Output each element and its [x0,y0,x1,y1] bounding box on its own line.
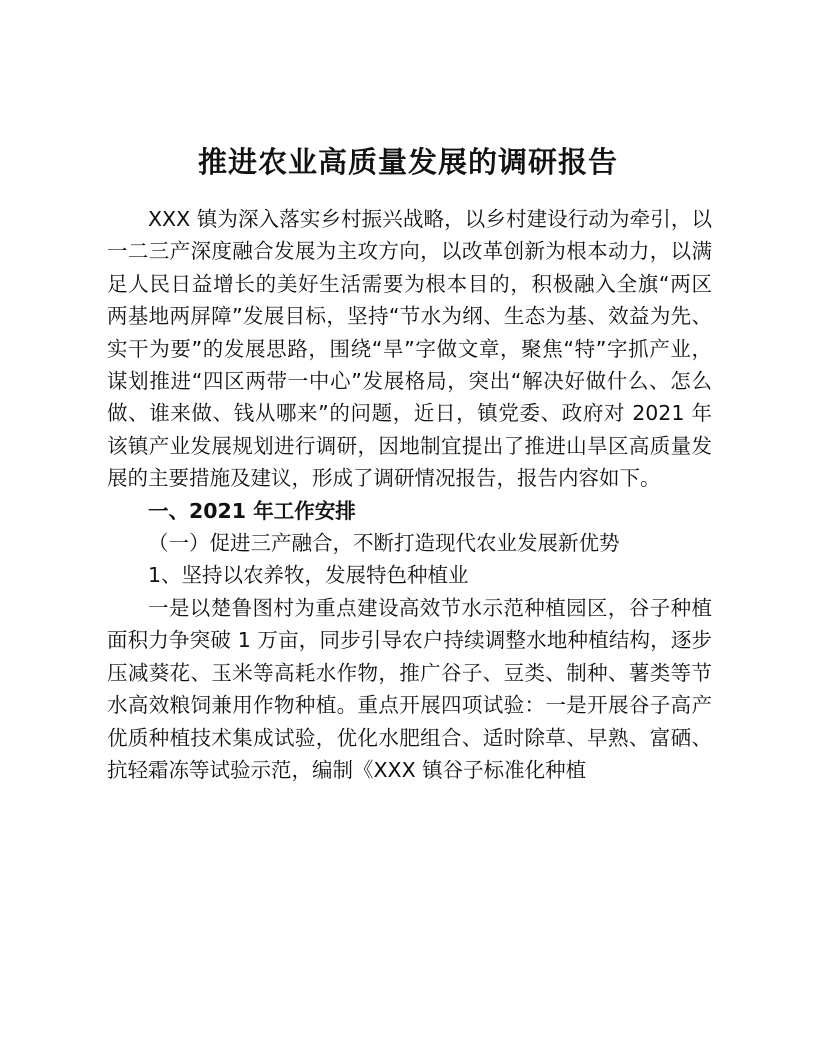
document-body [107,203,712,786]
sub-subsection-heading: 1、坚持以农养牧，发展特色种植业 [148,563,469,588]
subsection-heading: （一）促进三产融合，不断打造现代农业发展新优势 [148,531,620,556]
document-title: 推进农业高质量发展的调研报告 [197,145,618,179]
section-heading: 一、2021 年工作安排 [148,498,356,523]
intro-paragraph: XXX 镇为深入落实乡村振兴战略，以乡村建设行动为牵引，以一二三产深度融合发展为主攻方向，以改革创新为根本动力，以满足人民日益增长的美好生活需要为根本目的，积极融入全旗“两区两基地两屏障”发展目标，坚持“节水为纲、生态为基、效益为先、实干为要”的发展思路，围绕“旱”字做文章，聚焦“特”字抓产业，谋划推进“四区两带一中心”发展格局，突出“解决好做什么、怎么做、谁来做、钱从哪来”的问题，近日，镇党委、政府对 2021 年该镇产业发展规划进行调研，因地制宜提出了推进山旱区高质量发展的主要措施及建议，形成了调研情况报告，报告内容如下。 [107,207,712,491]
body-paragraph: 一是以楚鲁图村为重点建设高效节水示范种植园区，谷子种植面积力争突破 1 万亩，同步引导农户持续调整水地种植结构，逐步压减葵花、玉米等高耗水作物，推广谷子、豆类、制种、薯类等节水高效粮饲兼用作物种植。重点开展四项试验：一是开展谷子高产优质种植技术集成试验，优化水肥组合、适时除草、早熟、富硒、抗轻霜冻等试验示范，编制《XXX 镇谷子标准化种植 [107,595,712,782]
